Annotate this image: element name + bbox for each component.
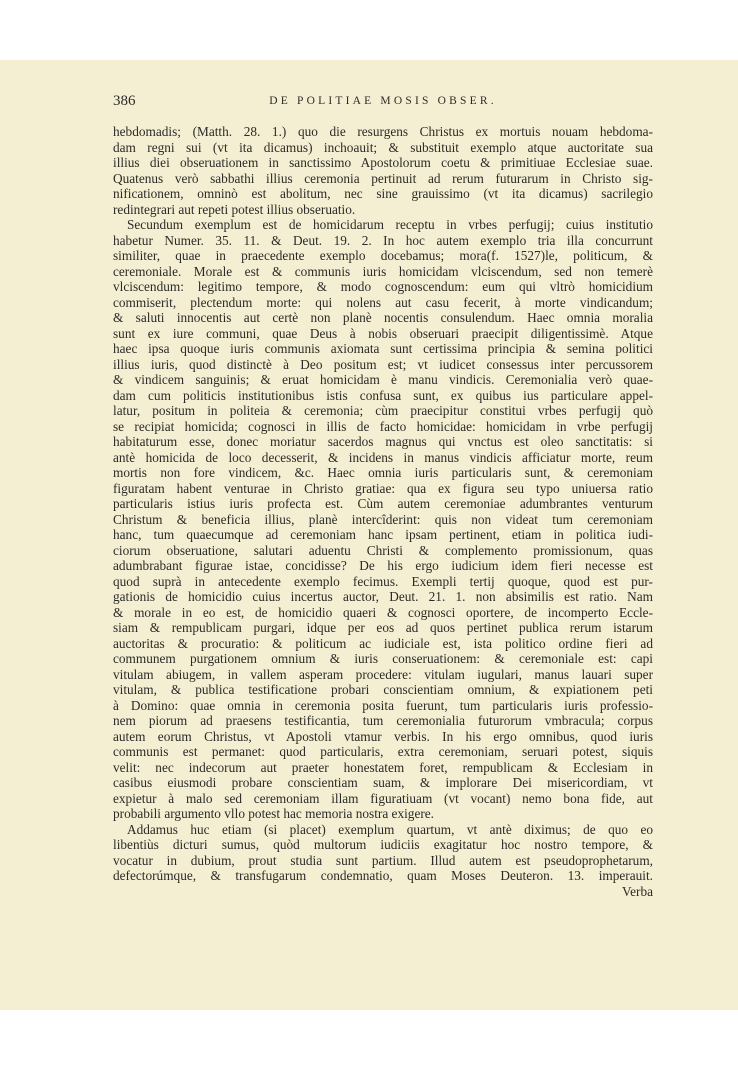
text-line: communis est permanet: quod particularis, extra ceremoniam, seruari potest, siquis bbox=[113, 744, 653, 759]
text-line: particularis istius iuris profecta est. Cùm autem ceremoniae adumbrantes venturum bbox=[113, 496, 653, 511]
text-line: probabili argumento vllo potest hac memoria nostra exigere. bbox=[113, 806, 435, 821]
text-line: dam regni sui (vt ita dicamus) inchoauit; & substituit exemplo atque auctoritate sua bbox=[113, 139, 653, 155]
text-line: & vindicem sanguinis; & eruat homicidam è manu vindicis. Ceremonialia verò quae- bbox=[113, 372, 653, 387]
text-line: Quatenus verò sabbathi illius ceremonia pertinuit ad rerum futurarum in Christo sig- bbox=[113, 170, 653, 186]
text-line: figuratam habent venturae in Christo gratiae: qua ex figura seu typo uniuersa ratio bbox=[113, 480, 653, 496]
text-line: & morale in eo est, de homicidio quaeri & cognosci oportere, de incomperto Eccle- bbox=[113, 604, 653, 620]
text-line: velit: nec indecorum aut praeter honestatem foret, rempublicam & Ecclesiam in bbox=[113, 759, 653, 775]
text-line: à Domino: quae omnia in ceremonia posita fuerunt, tum particularis iuris professio- bbox=[113, 697, 653, 713]
text-line: habetur Numer. 35. 11. & Deut. 19. 2. In hoc autem exemplo tria illa concurrunt bbox=[113, 232, 653, 248]
running-head: DE POLITIAE MOSIS OBSER. bbox=[269, 95, 497, 107]
text-line: vlciscendum: legitimo tempore, & modo cognoscendum: eum qui vltrò homicidium bbox=[113, 279, 653, 294]
text-line: expietur à malo sed ceremoniam illam figuratiuam (vt vocant) nemo bona fide, aut bbox=[113, 790, 653, 806]
text-line: illius iuris, quod distinctè à Deo positum est; vt iudicet consessus inter percussorem bbox=[113, 356, 653, 372]
text-line: sunt ex iure communi, quae Deus à nobis obseruari praecipit diligentissimè. Atque bbox=[113, 325, 653, 341]
text-line: habitaturum esse, donec moriatur sacerdos magnus qui vnctus est oleo sanctitatis: si bbox=[113, 434, 653, 449]
text-line: Secundum exemplum est de homicidarum receptu in vrbes perfugij; cuius institutio bbox=[127, 217, 653, 232]
page-number: 386 bbox=[113, 93, 136, 109]
text-line: casibus eiusmodi probare conscientiam suam, & implorare Dei misericordiam, vt bbox=[113, 775, 653, 790]
text-line: nem piorum ad praesens testificantia, tum ceremonialia futurorum vmbracula; corpus bbox=[113, 713, 653, 728]
text-line: antè homicida de loco decesserit, & incidens in manus vindicis afficiatur morte, reum bbox=[113, 449, 653, 465]
text-line: autem eorum Christus, vt Apostoli vtamur verbis. In his ergo omnibus, quod iuris bbox=[113, 728, 653, 744]
text-line: vocatur in dubium, prout studia sunt partium. Illud autem est pseudoprophetarum, bbox=[113, 852, 653, 868]
text-line: redintegrari aut repeti potest illius obseruatio. bbox=[113, 201, 356, 217]
text-line: Christum & beneficia illius, planè intercîderint: quis non videat tum ceremoniam bbox=[113, 511, 653, 527]
text-line: Addamus huc etiam (si placet) exemplum quartum, vt antè diximus; de quo eo bbox=[127, 821, 653, 837]
text-line: illius diei obseruationem in sanctissimo Apostolorum coetu & primitiuae Ecclesiae suae. bbox=[113, 155, 653, 170]
text-line: adumbrabant figurae istae, concidisse? De his ergo iudicium idem fieri necesse est bbox=[113, 558, 653, 573]
text-line: latur, positum in politeia & ceremonia; cùm praecipitur constitui vrbes perfugij quò bbox=[113, 403, 653, 418]
text-line: gationis de homicidio cuius incertus auctor, Deut. 21. 1. non absimilis est ratio. Nam bbox=[113, 589, 653, 604]
text-line: similiter, quae in praecedente exemplo docebamus; mora(f. 1527)le, politicum, & bbox=[113, 248, 653, 263]
text-line: ceremoniale. Morale est & communis iuris homicidam vlciscendum, sed non temerè bbox=[113, 263, 653, 279]
text-line: communem purgationem omnium & iuris conseruationem: & ceremoniale est: capi bbox=[113, 651, 653, 666]
text-line: hebdomadis; (Matth. 28. 1.) quo die resurgens Christus ex mortuis nouam hebdoma- bbox=[113, 124, 653, 139]
page-header bbox=[113, 93, 653, 115]
text-line: quod suprà in antecedente exemplo fecimus. Exempli tertij quoque, quod est pur- bbox=[113, 573, 653, 589]
text-line: hanc, tum quaecumque ad ceremoniam hanc ipsam pertinent, etiam in politica iudi- bbox=[113, 527, 653, 542]
text-line: nificationem, omninò est abolitum, nec sine grauissimo (vt ita dicamus) sacrilegio bbox=[113, 186, 653, 201]
text-line: dam cum politicis institutionibus istis confusa sunt, ex quibus ius particulare appel- bbox=[113, 387, 653, 403]
body-text bbox=[113, 124, 653, 899]
text-line: & saluti innocentis aut certè non planè nocentis consulendum. Haec omnia moralia bbox=[113, 310, 653, 325]
text-line: commiserit, plectendum morte: qui nolens aut casu fecerit, à morte vindicandum; bbox=[113, 294, 653, 310]
catchword: Verba bbox=[621, 883, 653, 899]
text-line: vitulam abiugem, in vallem asperam procedere: vitulam iugulari, manus lauari super bbox=[113, 666, 653, 682]
book-page bbox=[0, 60, 738, 1010]
text-line: se recipiat homicida; cognosci in illis de facto homicidae: homicidam in vrbe perfugij bbox=[113, 418, 653, 434]
text-line: defectorúmque, & transfugarum condemnatio, quam Moses Deuteron. 13. imperauit. bbox=[113, 868, 653, 883]
text-line: haec ipsa quoque iuris communis axiomata sunt certissima principia & semina politici bbox=[113, 341, 653, 356]
text-line: siam & rempublicam purgari, idque per eos ad quos pertinet publica rerum istarum bbox=[113, 620, 653, 635]
text-line: vitulam, & publica testificatione probari conscientiam omnium, & expiationem peti bbox=[113, 682, 653, 697]
text-line: auctoritas & procuratio: & politicum ac iudiciale est, ista politico ordine fieri ad bbox=[113, 635, 653, 651]
text-line: libentiùs dicturi sumus, quòd multorum iudiciis exagitatur hoc nostro tempore, & bbox=[113, 837, 653, 852]
text-line: ciorum obseruatione, salutari aduentu Christi & complemento promissionum, quas bbox=[113, 542, 653, 558]
text-line: mortis non fore vindicem, &c. Haec omnia iuris particularis sunt, & ceremoniam bbox=[113, 465, 653, 480]
